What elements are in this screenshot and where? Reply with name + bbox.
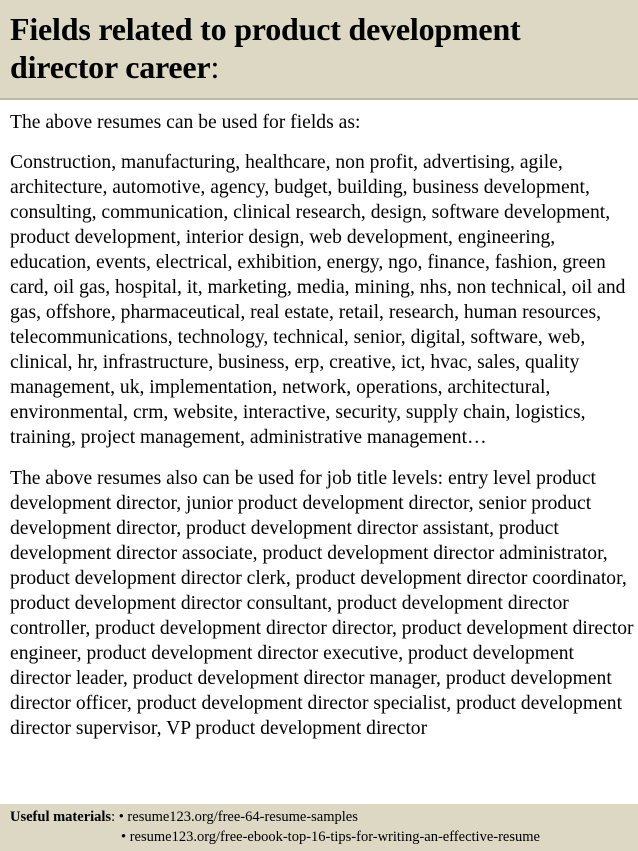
- footer-row-1: [10, 807, 638, 827]
- fields-list: Construction, manufacturing, healthcare, non profit, advertising, agile, architecture, automotive, agency, budget, building, business development, consulting, communication, clinical research, design, software development, product development, interior design, web development, engineering, education, events, electrical, exhibition, energy, ngo, finance, fashion, green card, oil gas, hospital, it, marketing, media, mining, nhs, non technical, oil and gas, offshore, pharmaceutical, real estate, retail, research, human resources, telecommunications, technology, technical, senior, digital, software, web, clinical, hr, infrastructure, business, erp, creative, ict, hvac, sales, quality management, uk, implementation, network, operations, architectural, environmental, crm, website, interactive, security, supply chain, logistics, training, project management, administrative management…: [10, 152, 626, 448]
- intro-text: The above resumes can be used for fields as:: [10, 112, 361, 133]
- page-title: [10, 10, 638, 86]
- footer-link-1[interactable]: • resume123.org/free-64-resume-samples: [118, 809, 358, 825]
- footer-link-2[interactable]: • resume123.org/free-ebook-top-16-tips-for-writing-an-effective-resume: [121, 829, 540, 845]
- footer-separator: :: [111, 809, 119, 825]
- main-content: [10, 110, 634, 804]
- header-divider: [0, 98, 638, 100]
- footer-row-2: [10, 827, 638, 847]
- title-line-1: Fields related to product development: [10, 11, 521, 47]
- footer-materials: [0, 804, 638, 851]
- title-line-2: director career: [10, 49, 211, 85]
- job-levels-list: The above resumes also can be used for job title levels: entry level product development director, junior product development director, senior product development director, product development director assistant, product development director associate, product development director administrator, product development director clerk, product development director coordinator, product development director consultant, product development director controller, product development director director, product development director engineer, product development director executive, product development director leader, product development director manager, product development director officer, product development director specialist, product development director supervisor, VP product development director: [10, 468, 634, 739]
- title-colon: :: [210, 49, 220, 85]
- header-banner: [0, 0, 638, 98]
- useful-materials-label: Useful materials: [10, 809, 112, 825]
